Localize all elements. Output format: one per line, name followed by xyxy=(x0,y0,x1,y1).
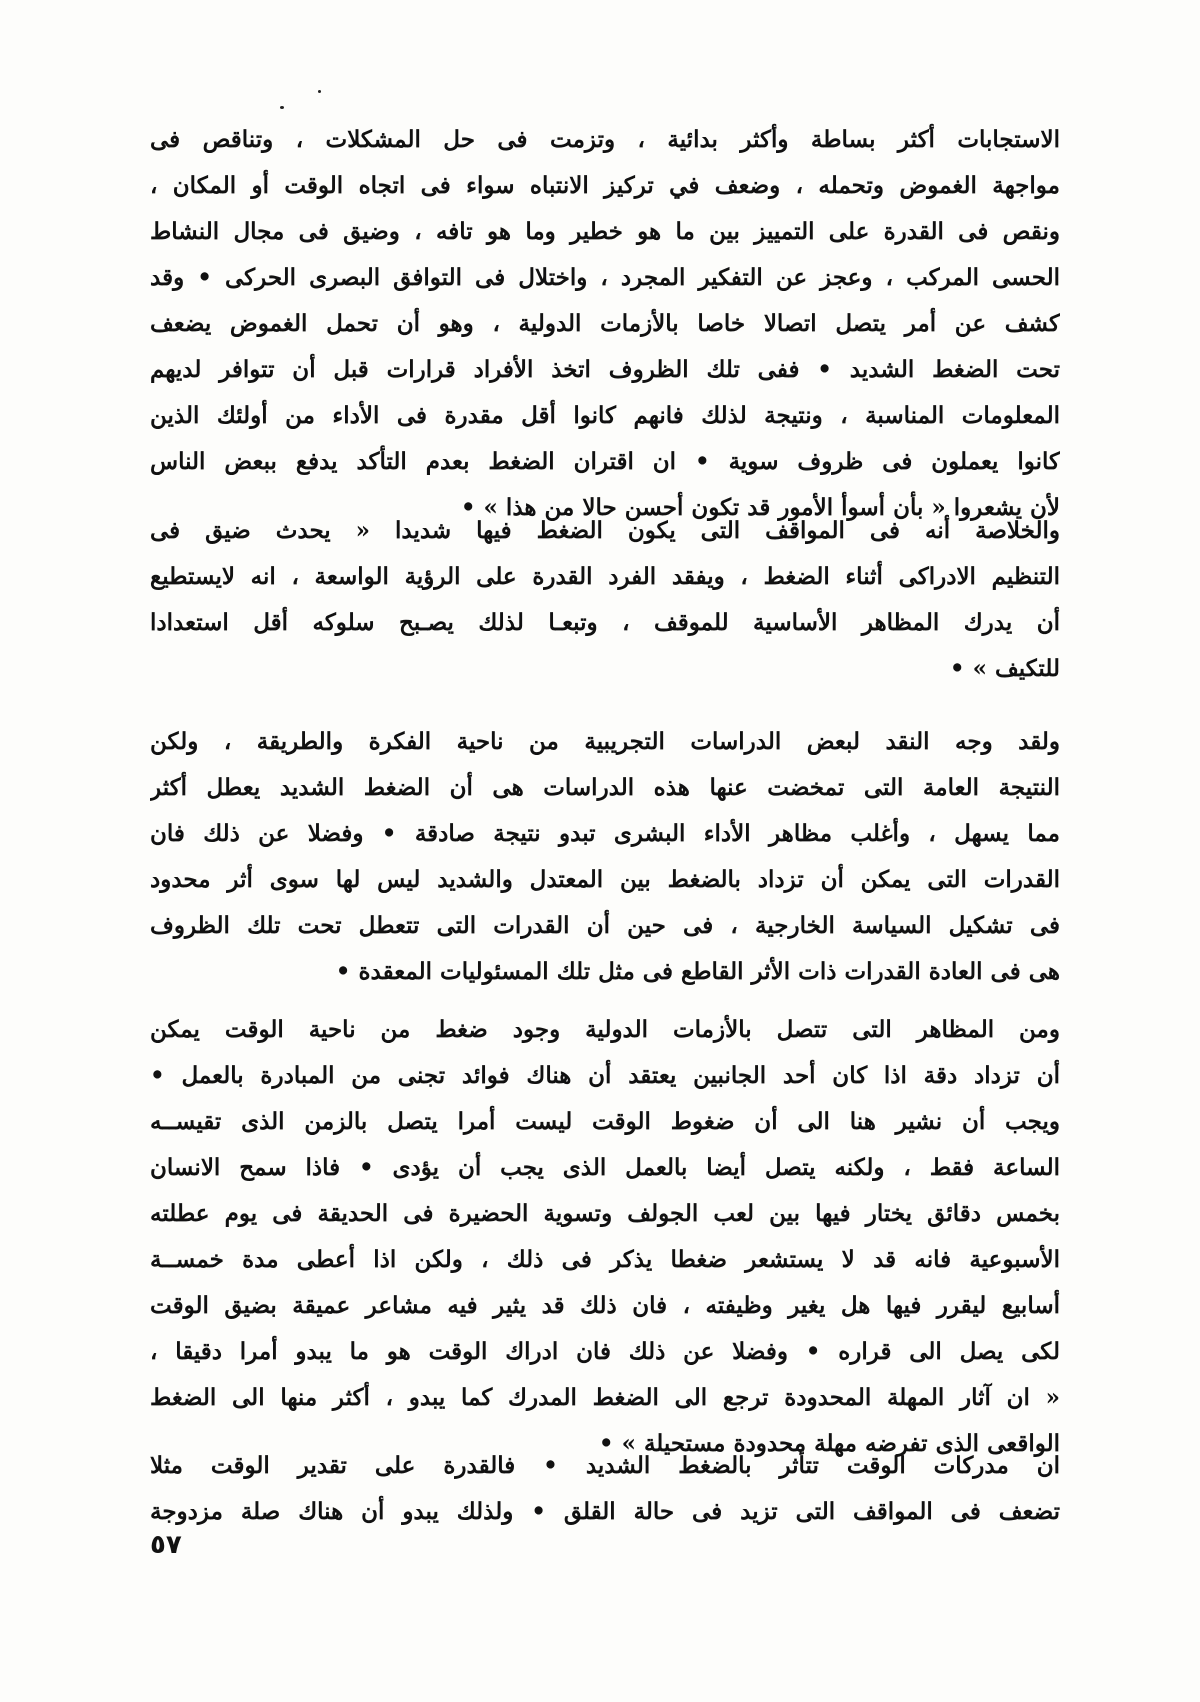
text-line: المعلومات المناسبة ، ونتيجة لذلك فانهم كانوا أقل مقدرة فى الأداء من أولئك الذين xyxy=(150,402,1060,429)
text-line: الواقعى الذى تفرضه مهلة محدودة مستحيلة » • xyxy=(598,1430,1060,1457)
paragraph-3 xyxy=(150,719,1060,995)
text-line: ومن المظاهر التى تتصل بالأزمات الدولية وجود ضغط من ناحية الوقت يمكن xyxy=(150,1016,1060,1043)
text-line: بخمس دقائق يختار فيها بين لعب الجولف وتسوية الحضيرة فى الحديقة فى يوم عطلته xyxy=(150,1200,1060,1227)
page-number: ٥٧ xyxy=(150,1530,182,1560)
paragraph-4 xyxy=(150,1007,1060,1467)
paragraph-2 xyxy=(150,508,1060,692)
text-line: ولقد وجه النقد لبعض الدراسات التجريبية من ناحية الفكرة والطريقة ، ولكن xyxy=(150,728,1060,755)
text-line: أن تزداد دقة اذا كان أحد الجانبين يعتقد أن هناك فوائد تجنى من المبادرة بالعمل • xyxy=(150,1062,1060,1089)
scan-speck xyxy=(280,106,284,109)
text-line: الحسى المركب ، وعجز عن التفكير المجرد ، واختلال فى التوافق البصرى الحركى • وقد xyxy=(150,264,1060,291)
text-line: التنظيم الادراكى أثناء الضغط ، ويفقد الفرد القدرة على الرؤية الواسعة ، انه لايستطيع xyxy=(150,563,1060,590)
text-line: تضعف فى المواقف التى تزيد فى حالة القلق • ولذلك يبدو أن هناك صلة مزدوجة xyxy=(150,1498,1060,1525)
text-line: ان مدركات الوقت تتأثر بالضغط الشديد • فالقدرة على تقدير الوقت مثلا xyxy=(150,1452,1060,1479)
text-line: للتكيف » • xyxy=(949,655,1060,682)
text-line: الساعة فقط ، ولكنه يتصل أيضا بالعمل الذى يجب أن يؤدى • فاذا سمح الانسان xyxy=(150,1154,1060,1181)
text-line: الأسبوعية فانه قد لا يستشعر ضغطا يذكر فى ذلك ، ولكن اذا أعطى مدة خمســة xyxy=(150,1246,1060,1273)
text-line: هى فى العادة القدرات ذات الأثر القاطع فى مثل تلك المسئوليات المعقدة • xyxy=(335,958,1060,985)
text-line: النتيجة العامة التى تمخضت عنها هذه الدراسات هى أن الضغط الشديد يعطل أكثر xyxy=(150,774,1060,801)
scan-speck xyxy=(318,90,321,93)
text-line: القدرات التى يمكن أن تزداد بالضغط بين المعتدل والشديد ليس لها سوى أثر محدود xyxy=(150,866,1060,893)
text-line: « ان آثار المهلة المحدودة ترجع الى الضغط المدرك كما يبدو ، أكثر منها الى الضغط xyxy=(150,1384,1060,1411)
text-line: مما يسهل ، وأغلب مظاهر الأداء البشرى تبدو نتيجة صادقة • وفضلا عن ذلك فان xyxy=(150,820,1060,847)
text-line: مواجهة الغموض وتحمله ، وضعف في تركيز الانتباه سواء فى اتجاه الوقت أو المكان ، xyxy=(150,172,1060,199)
text-line: والخلاصة أنه فى المواقف التى يكون الضغط فيها شديدا « يحدث ضيق فى xyxy=(150,517,1060,544)
paragraph-5 xyxy=(150,1443,1060,1535)
text-line: أن يدرك المظاهر الأساسية للموقف ، وتبعـا لذلك يصـبح سلوكه أقل استعدادا xyxy=(150,609,1060,636)
text-line: الاستجابات أكثر بساطة وأكثر بدائية ، وتزمت فى حل المشكلات ، وتناقص فى xyxy=(150,126,1060,153)
text-line: لأن يشعروا « بأن أسوأ الأمور قد تكون أحسن حالا من هذا » • xyxy=(460,494,1060,521)
text-line: ويجب أن نشير هنا الى أن ضغوط الوقت ليست أمرا يتصل بالزمن الذى تقيســه xyxy=(150,1108,1060,1135)
text-line: تحت الضغط الشديد • ففى تلك الظروف اتخذ الأفراد قرارات قبل أن تتوافر لديهم xyxy=(150,356,1060,383)
text-line: كانوا يعملون فى ظروف سوية • ان اقتران الضغط بعدم التأكد يدفع ببعض الناس xyxy=(150,448,1060,475)
text-line: ونقص فى القدرة على التمييز بين ما هو خطير وما هو تافه ، وضيق فى مجال النشاط xyxy=(150,218,1060,245)
paragraph-1 xyxy=(150,117,1060,531)
text-line: فى تشكيل السياسة الخارجية ، فى حين أن القدرات التى تتعطل تحت تلك الظروف xyxy=(150,912,1060,939)
text-line: كشف عن أمر يتصل اتصالا خاصا بالأزمات الدولية ، وهو أن تحمل الغموض يضعف xyxy=(150,310,1060,337)
text-line: لكى يصل الى قراره • وفضلا عن ذلك فان ادراك الوقت هو ما يبدو أمرا دقيقا ، xyxy=(150,1338,1060,1365)
text-line: أسابيع ليقرر فيها هل يغير وظيفته ، فان ذلك قد يثير فيه مشاعر عميقة بضيق الوقت xyxy=(150,1292,1060,1319)
